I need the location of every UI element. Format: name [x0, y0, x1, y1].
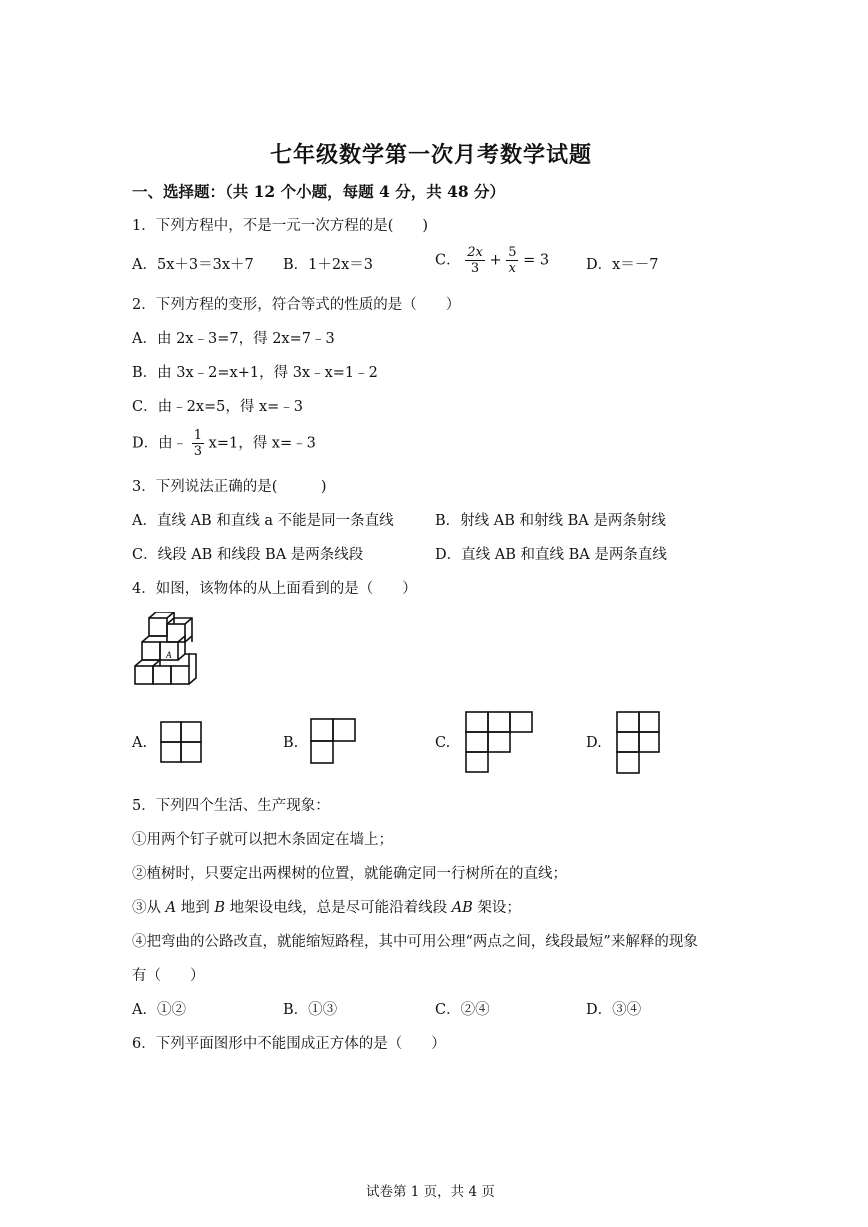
- q5-item-3-point-b: B: [214, 900, 225, 916]
- q5-item-3-point-a: A: [165, 900, 177, 916]
- q3-option-c: C．线段 AB 和线段 BA 是两条线段: [132, 547, 364, 563]
- question-1-stem: 1．下列方程中，不是一元一次方程的是( ): [132, 218, 429, 234]
- q5-item-4-cont: 有（ ）: [132, 968, 205, 984]
- q5-item-1: ①用两个钉子就可以把木条固定在墙上；: [132, 832, 393, 848]
- question-3-stem: 3．下列说法正确的是( ): [132, 479, 327, 495]
- q2-d-num: 1: [193, 428, 203, 443]
- q4-option-c-figure: [465, 711, 537, 775]
- q1-option-c: [435, 245, 549, 276]
- page-title: 七年级数学第一次月考数学试题: [270, 142, 593, 168]
- q1-c-prefix: C．: [435, 252, 461, 269]
- question-2-stem: 2．下列方程的变形，符合等式的性质的是（ ）: [132, 297, 461, 313]
- question-5-stem: 5．下列四个生活、生产现象：: [132, 798, 330, 814]
- q5-option-d: D．③④: [586, 1002, 642, 1018]
- q1-c-fraction-1: [465, 245, 485, 276]
- q1-option-d: D．x＝－7: [586, 257, 659, 273]
- q5-option-c: C．②④: [435, 1002, 490, 1018]
- q5-option-a: A．①②: [132, 1002, 186, 1018]
- question-4-stem: 4．如图，该物体的从上面看到的是（ ）: [132, 581, 417, 597]
- q1-c-rest: = 3: [523, 252, 550, 269]
- q1-c-f1-den: 3: [470, 261, 480, 276]
- q1-option-b: B．1＋2x＝3: [283, 257, 374, 273]
- q2-option-c: C．由﹣2x=5，得 x=﹣3: [132, 399, 304, 415]
- q4-option-a: A.: [132, 735, 148, 751]
- page-footer: 试卷第 1 页，共 4 页: [366, 1184, 495, 1200]
- cube-stack-figure: [128, 612, 202, 688]
- q2-d-den: 3: [193, 444, 203, 459]
- q5-item-3-b: 地到: [176, 900, 215, 916]
- q5-item-4: ④把弯曲的公路改直，就能缩短路程，其中可用公理“两点之间，线段最短”来解释的现象: [132, 934, 698, 950]
- q2-d-prefix: D．由﹣: [132, 435, 188, 452]
- cube-label-a: A: [166, 650, 172, 660]
- q1-c-plus: +: [489, 252, 502, 269]
- q1-c-fraction-2: [506, 245, 518, 276]
- q5-item-3: [132, 898, 521, 918]
- q2-d-rest: x=1，得 x=﹣3: [208, 435, 316, 452]
- q1-c-f1-num: 2x: [467, 245, 483, 260]
- q5-item-3-a: ③从: [132, 900, 166, 916]
- q1-c-f2-den: x: [508, 261, 517, 276]
- section-heading: 一、选择题：（共 12 个小题，每题 4 分，共 48 分）: [132, 182, 506, 201]
- q5-item-2: ②植树时，只要定出两棵树的位置，就能确定同一行树所在的直线；: [132, 866, 567, 882]
- q3-option-a: A．直线 AB 和直线 a 不能是同一条直线: [132, 513, 394, 529]
- q4-option-a-figure: [160, 721, 204, 765]
- q5-item-3-segment: AB: [451, 900, 473, 916]
- q4-option-c: C.: [435, 735, 451, 751]
- q1-option-a: A．5x＋3＝3x＋7: [132, 257, 254, 273]
- q1-c-f2-num: 5: [508, 245, 517, 260]
- q2-option-b: B．由 3x﹣2=x+1，得 3x﹣x=1﹣2: [132, 365, 378, 381]
- q5-option-b: B．①③: [283, 1002, 338, 1018]
- q5-item-3-c: 地架设电线，总是尽可能沿着线段: [224, 900, 452, 916]
- q2-d-fraction: [192, 428, 204, 459]
- question-6-stem: 6．下列平面图形中不能围成正方体的是（ ）: [132, 1036, 446, 1052]
- q4-option-b: B.: [283, 735, 299, 751]
- q4-option-d: D.: [586, 735, 602, 751]
- q3-option-b: B．射线 AB 和射线 BA 是两条射线: [435, 513, 666, 529]
- q4-option-b-figure: [309, 718, 359, 766]
- q5-item-3-d: 架设；: [472, 900, 521, 916]
- q4-option-d-figure: [615, 711, 663, 777]
- q2-option-a: A．由 2x﹣3=7，得 2x=7﹣3: [132, 331, 335, 347]
- q2-option-d: [132, 428, 316, 459]
- q3-option-d: D．直线 AB 和直线 BA 是两条直线: [435, 547, 667, 563]
